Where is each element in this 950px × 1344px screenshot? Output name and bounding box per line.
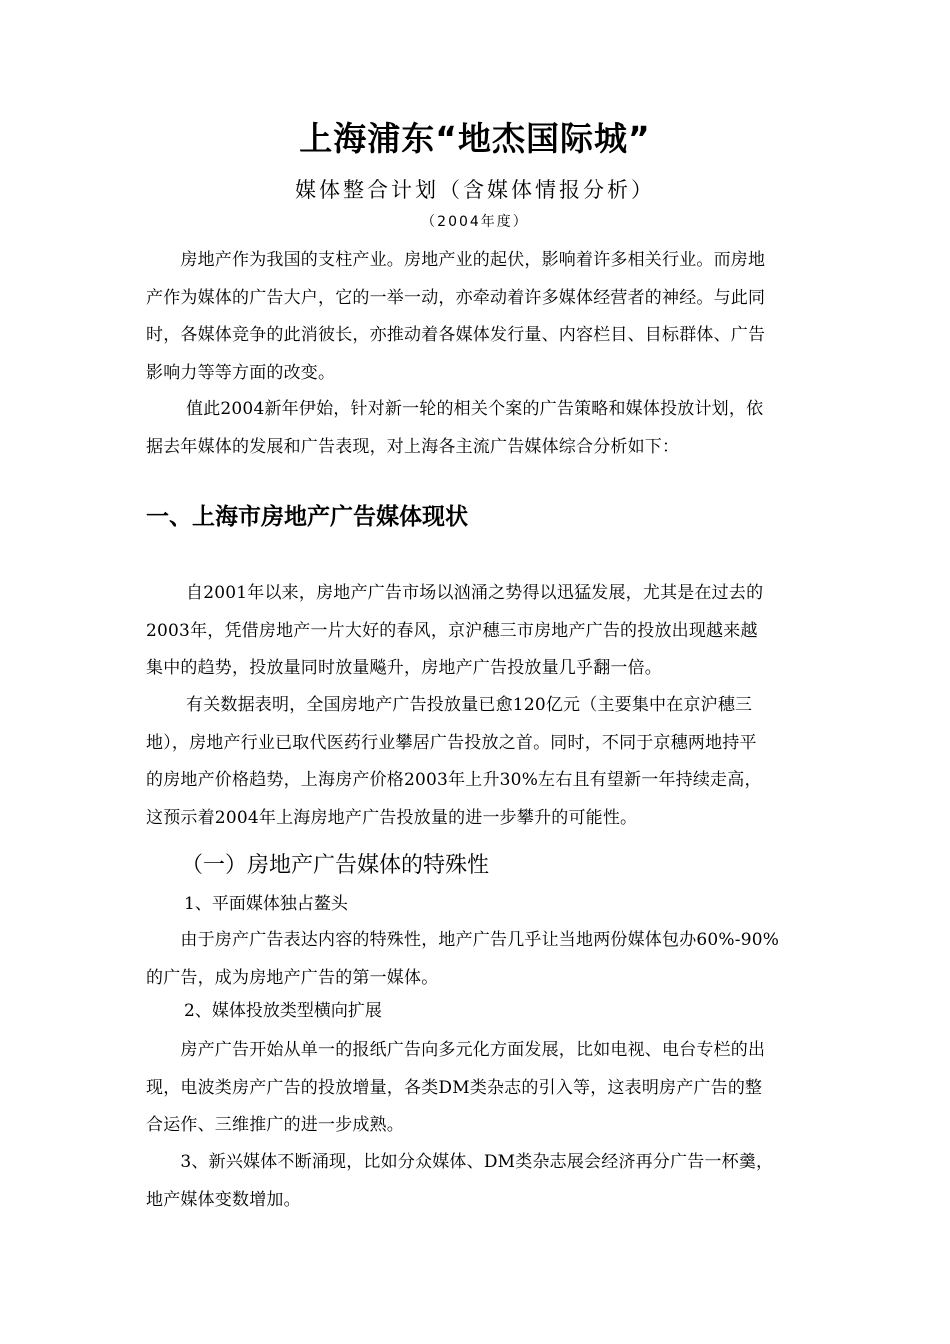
text-line: 有关数据表明，全国房地产广告投放量已愈120亿元（主要集中在京沪穗三 [146,695,753,715]
text-line: 房产广告开始从单一的报纸广告向多元化方面发展，比如电视、电台专栏的出 [146,1040,766,1060]
text-line: 的房地产价格趋势，上海房产价格2003年上升30%左右且有望新一年持续走高， [146,770,762,790]
item-title-2: 2、媒体投放类型横向扩展 [184,1001,382,1021]
item-body-3 [146,1144,838,1219]
text-line: 影响力等等方面的改变。 [146,362,336,383]
text-line: 这预示着2004年上海房地产广告投放量的进一步攀升的可能性。 [146,807,638,828]
intro-paragraph-1 [146,242,838,392]
text-line: 2003年，凭借房地产一片大好的春风，京沪穗三市房地产广告的投放出现越来越 [146,620,758,641]
text-line: 由于房产广告表达内容的特殊性，地产广告几乎让当地两份媒体包办60%-90% [146,930,780,950]
text-line: 时，各媒体竞争的此消彼长，亦推动着各媒体发行量、内容栏目、目标群体、广告 [146,325,766,345]
section1-paragraph-1 [146,575,838,688]
item-body-1 [146,922,838,997]
text-line: 现，电波类房产广告的投放增量，各类DM类杂志的引入等，这表明房产广告的整 [146,1077,763,1098]
section1-paragraph-2 [146,687,838,837]
text-line: 合运作、三维推广的进一步成熟。 [146,1115,404,1135]
text-line: 自2001年以来，房地产广告市场以汹涌之势得以迅猛发展，尤其是在过去的 [146,583,764,603]
subsection-heading: （一）房地产广告媒体的特殊性 [181,853,490,878]
document-year: （2004年度） [421,214,529,230]
text-line: 集中的趋势，投放量同时放量飚升，房地产广告投放量几乎翻一倍。 [146,658,662,678]
section-heading: 一、上海市房地产广告媒体现状 [146,504,468,530]
text-line: 地），房地产行业已取代医药行业攀居广告投放之首。同时，不同于京穗两地持平 [146,732,757,753]
text-line: 房地产作为我国的支柱产业。房地产业的起伏，影响着许多相关行业。而房地 [146,250,766,270]
text-line: 地产媒体变数增加。 [146,1189,301,1210]
item-title-1: 1、平面媒体独占鳌头 [184,894,348,914]
document-subtitle: 媒体整合计划（含媒体情报分析） [295,178,655,202]
item-body-2 [146,1032,838,1145]
intro-paragraph-2 [146,391,838,466]
text-line: 据去年媒体的发展和广告表现，对上海各主流广告媒体综合分析如下： [146,436,680,457]
text-line: 值此2004新年伊始，针对新一轮的相关个案的广告策略和媒体投放计划，依 [146,399,764,419]
document-title: 上海浦东“地杰国际城” [299,119,651,158]
text-line: 产作为媒体的广告大户，它的一举一动，亦牵动着许多媒体经营者的神经。与此同 [146,287,766,308]
text-line: 的广告，成为房地产广告的第一媒体。 [146,967,439,988]
text-line: 3、新兴媒体不断涌现，比如分众媒体、DM类杂志展会经济再分广告一杯羹， [146,1152,774,1172]
